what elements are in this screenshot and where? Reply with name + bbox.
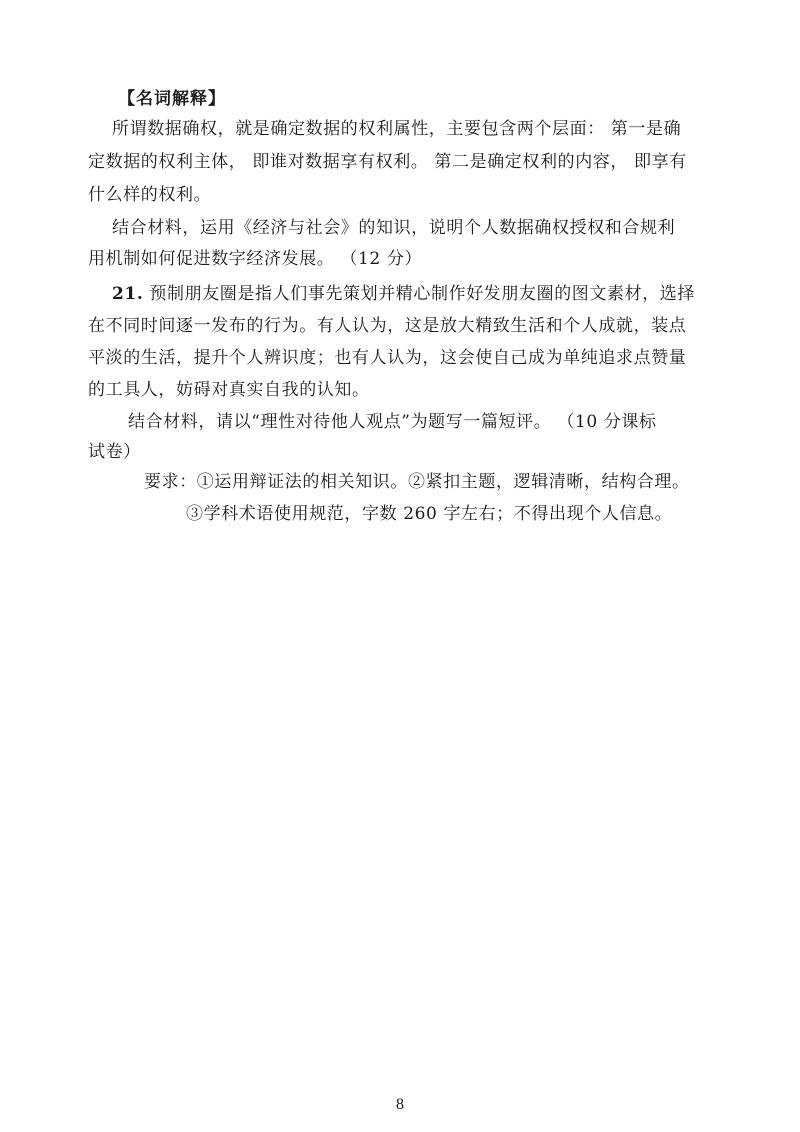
definition-line-1: 所谓数据确权，就是确定数据的权利属性，主要包含两个层面： 第一是确 xyxy=(112,119,682,139)
question-21-line-3: 平淡的生活，提升个人辨识度；也有人认为，这会使自己成为单纯追求点赞量 xyxy=(88,348,687,368)
requirements-line-2: ③学科术语使用规范，字数 260 字左右；不得出现个人信息。 xyxy=(186,504,673,524)
question-21-line-1 xyxy=(112,283,695,305)
task-line-2: 用机制如何促进数字经济发展。 （12 分） xyxy=(88,249,423,269)
question-21-prompt-2: 试卷） xyxy=(88,442,141,462)
question-21-line-2: 在不同时间逐一发布的行为。有人认为，这是放大精致生活和个人成就，装点 xyxy=(88,316,687,336)
question-21-line-4: 的工具人，妨碍对真实自我的认知。 xyxy=(88,380,370,400)
page-number: 8 xyxy=(396,1096,404,1113)
task-line-1: 结合材料，运用《经济与社会》的知识，说明个人数据确权授权和合规利 xyxy=(112,218,676,238)
question-number: 21. xyxy=(112,284,144,304)
definition-line-2: 定数据的权利主体， 即谁对数据享有权利。 第二是确定权利的内容， 即享有 xyxy=(88,152,687,172)
requirements-line-1: 要求：①运用辩证法的相关知识。②紧扣主题，逻辑清晰，结构合理。 xyxy=(144,472,690,492)
definition-line-3: 什么样的权利。 xyxy=(88,185,212,205)
question-21-prompt-1: 结合材料，请以“理性对待他人观点”为题写一篇短评。 （10 分课标 xyxy=(128,412,657,432)
section-heading: 【名词解释】 xyxy=(118,89,226,109)
question-21-text-1: 预制朋友圈是指人们事先策划并精心制作好发朋友圈的图文素材，选择 xyxy=(149,284,696,304)
